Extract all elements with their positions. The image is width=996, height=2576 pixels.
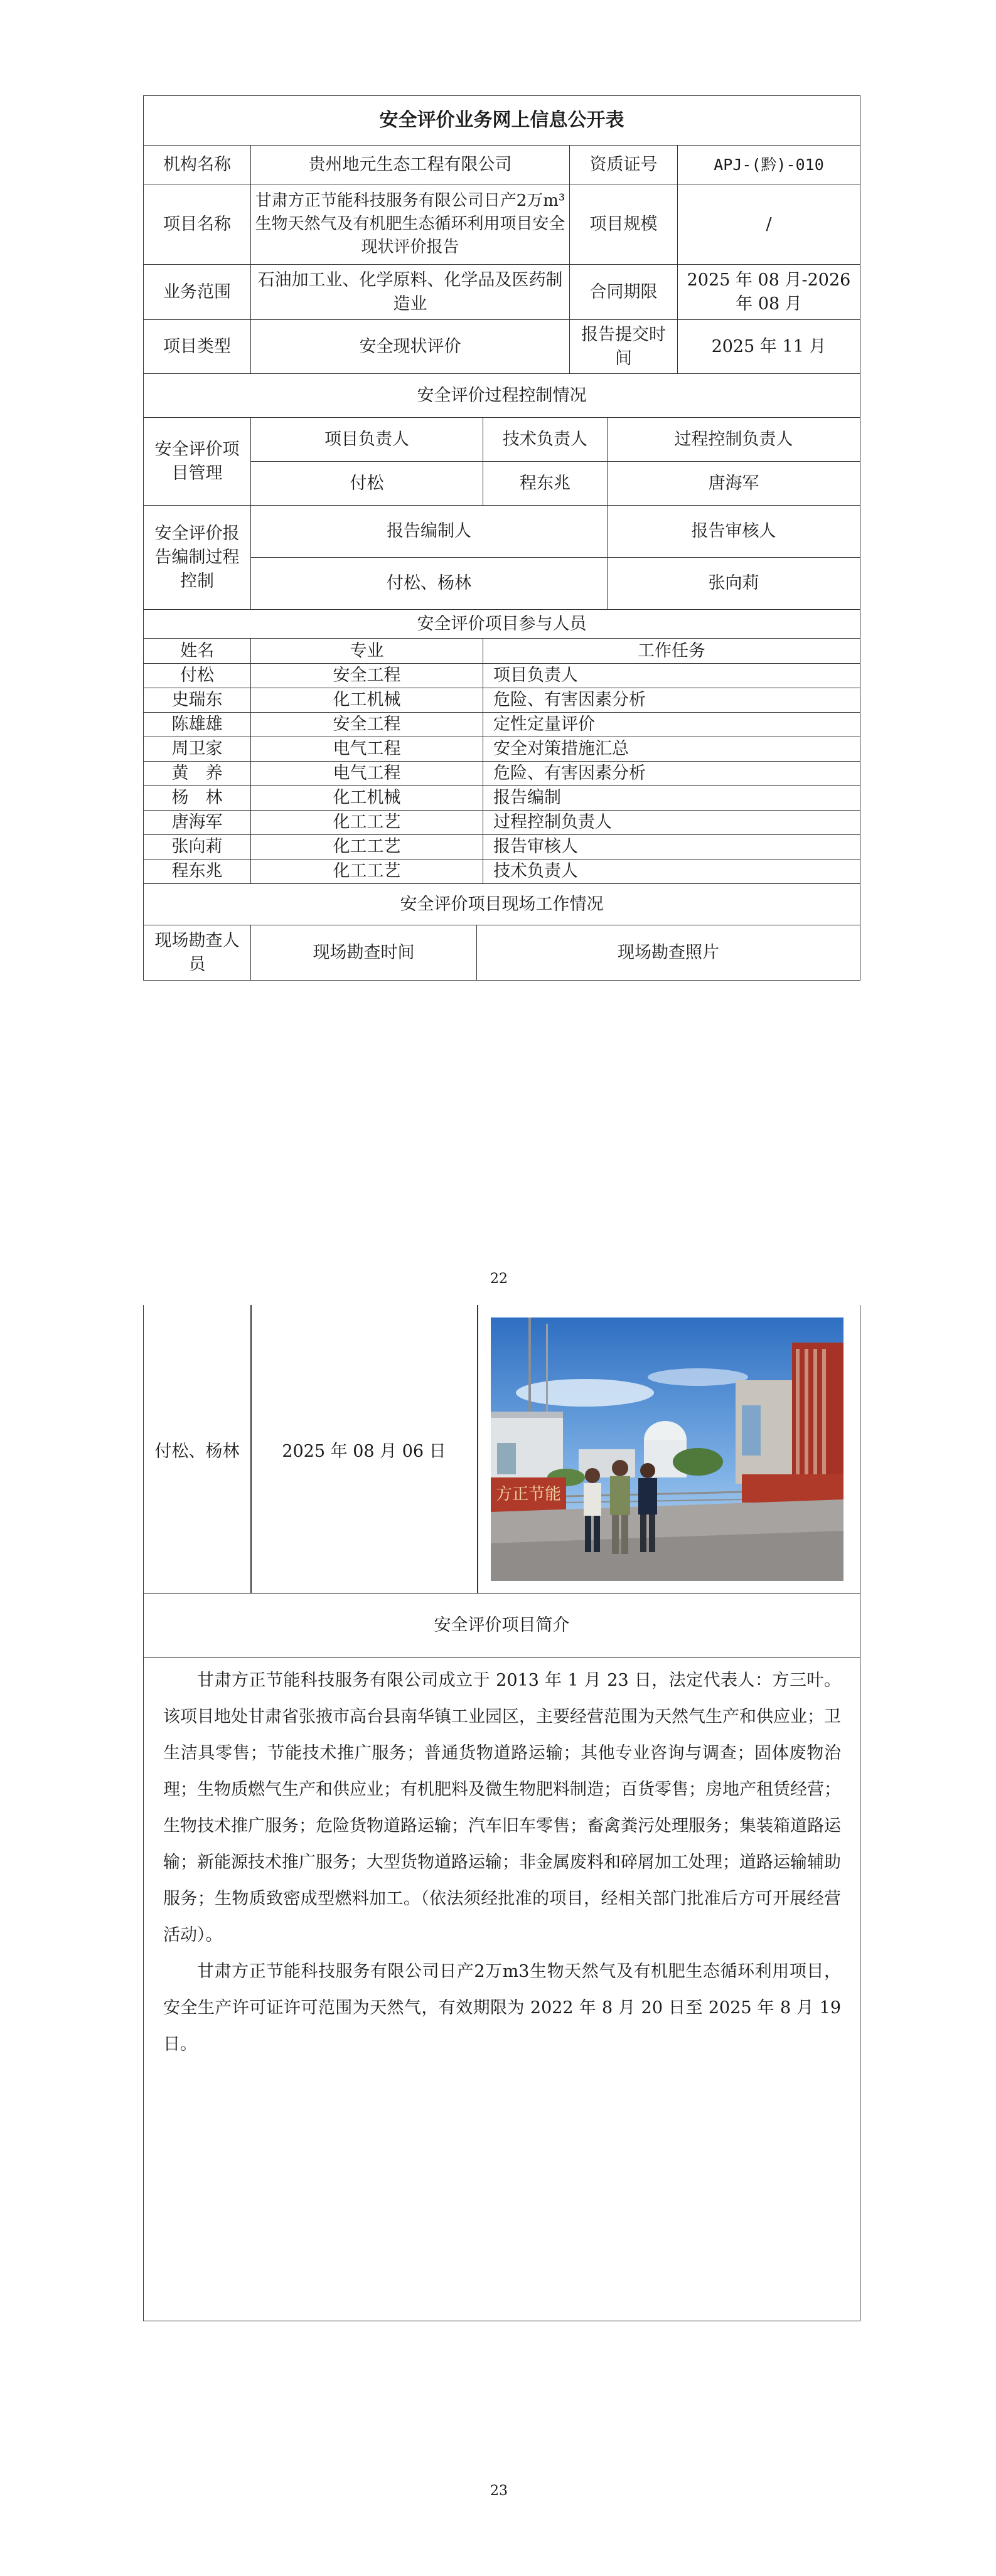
page-number: 22: [490, 1271, 508, 1287]
staff-major: 化工机械: [251, 786, 483, 811]
page-number: 23: [490, 2483, 508, 2499]
contract-label: 合同期限: [570, 265, 678, 320]
staff-name: 程东兆: [143, 860, 251, 884]
intro-paragraph: 甘肃方正节能科技服务有限公司日产2万m3生物天然气及有机肥生态循环利用项目，安全生产许可证许可范围为天然气，有效期限为 2022 年 8 月 20 日至 2025 年 8 月 19 日。: [163, 1962, 841, 2054]
staff-name: 杨 林: [143, 786, 251, 811]
report-header-reviewer: 报告审核人: [608, 506, 860, 558]
table-title: 安全评价业务网上信息公开表: [143, 95, 860, 146]
type-label: 项目类型: [143, 320, 251, 374]
col-divider: [477, 1305, 478, 1594]
contract-value: 2025 年 08 月-2026 年 08 月: [678, 265, 860, 320]
staff-name: 唐海军: [143, 811, 251, 835]
mgmt-value-lead: 付松: [251, 462, 483, 506]
cert-value: APJ-(黔)-010: [678, 146, 860, 184]
staff-header: 安全评价项目参与人员: [143, 610, 860, 639]
staff-task: 技术负责人: [483, 860, 860, 884]
staff-name: 张向莉: [143, 835, 251, 860]
type-value: 安全现状评价: [251, 320, 570, 374]
staff-name: 周卫家: [143, 737, 251, 762]
staff-col-name: 姓名: [143, 639, 251, 664]
site-date-value: 2025 年 08 月 06 日: [282, 1441, 446, 1461]
staff-major: 化工工艺: [251, 811, 483, 835]
staff-task: 危险、有害因素分析: [483, 688, 860, 713]
staff-name: 黄 养: [143, 762, 251, 786]
staff-major: 电气工程: [251, 762, 483, 786]
staff-major: 化工工艺: [251, 860, 483, 884]
site-photo: [491, 1317, 843, 1581]
staff-col-task: 工作任务: [483, 639, 860, 664]
intro-text: [163, 1663, 841, 2063]
staff-task: 危险、有害因素分析: [483, 762, 860, 786]
site-staff-value: 付松、杨林: [154, 1441, 240, 1461]
staff-major: 化工工艺: [251, 835, 483, 860]
gate-sign-text: 方正节能: [495, 1485, 562, 1504]
site-col-staff: 现场勘查人员: [143, 925, 251, 981]
submit-label: 报告提交时间: [570, 320, 678, 374]
scope-value: 石油加工业、化学原料、化学品及医药制造业: [251, 265, 570, 320]
staff-col-major: 专业: [251, 639, 483, 664]
report-value-reviewer: 张向莉: [608, 558, 860, 610]
staff-task: 安全对策措施汇总: [483, 737, 860, 762]
mgmt-label: 安全评价项目管理: [143, 418, 251, 506]
mgmt-value-tech: 程东兆: [483, 462, 608, 506]
staff-name: 史瑞东: [143, 688, 251, 713]
scale-value: /: [678, 184, 860, 265]
intro-paragraph: 甘肃方正节能科技服务有限公司成立于 2013 年 1 月 23 日，法定代表人：方三叶。该项目地处甘肃省张掖市高台县南华镇工业园区，主要经营范围为天然气生产和供应业；卫生洁具零售；节能技术推广服务；普通货物道路运输；其他专业咨询与调查；固体废物治理；生物质燃气生产和供应业；有机肥料及微生物肥料制造；百货零售；房地产租赁经营；生物技术推广服务；危险货物道路运输；汽车旧车零售；畜禽粪污处理服务；集装箱道路运输；新能源技术推广服务；大型货物道路运输；非金属废料和碎屑加工处理；道路运输辅助服务；生物质致密成型燃料加工。（依法须经批准的项目，经相关部门批准后方可开展经营活动）。: [163, 1671, 841, 1945]
scale-label: 项目规模: [570, 184, 678, 265]
report-header-author: 报告编制人: [251, 506, 608, 558]
project-label: 项目名称: [143, 184, 251, 265]
mgmt-header-tech: 技术负责人: [483, 418, 608, 462]
staff-major: 化工机械: [251, 688, 483, 713]
org-label: 机构名称: [143, 146, 251, 184]
report-value-author: 付松、杨林: [251, 558, 608, 610]
process-header: 安全评价过程控制情况: [143, 374, 860, 418]
submit-value: 2025 年 11 月: [678, 320, 860, 374]
project-value: 甘肃方正节能科技服务有限公司日产2万m³生物天然气及有机肥生态循环利用项目安全现状评价报告: [251, 184, 570, 265]
staff-major: 安全工程: [251, 713, 483, 737]
mgmt-value-process: 唐海军: [608, 462, 860, 506]
report-ctrl-label: 安全评价报告编制过程控制: [143, 506, 251, 610]
staff-task: 过程控制负责人: [483, 811, 860, 835]
staff-major: 安全工程: [251, 664, 483, 688]
site-col-time: 现场勘查时间: [251, 925, 477, 981]
intro-header: 安全评价项目简介: [143, 1594, 860, 1658]
mgmt-header-process: 过程控制负责人: [608, 418, 860, 462]
staff-task: 报告编制: [483, 786, 860, 811]
site-header: 安全评价项目现场工作情况: [143, 884, 860, 925]
staff-name: 陈雄雄: [143, 713, 251, 737]
staff-name: 付松: [143, 664, 251, 688]
cert-label: 资质证号: [570, 146, 678, 184]
staff-task: 报告审核人: [483, 835, 860, 860]
staff-major: 电气工程: [251, 737, 483, 762]
mgmt-header-lead: 项目负责人: [251, 418, 483, 462]
staff-task: 项目负责人: [483, 664, 860, 688]
scope-label: 业务范围: [143, 265, 251, 320]
staff-task: 定性定量评价: [483, 713, 860, 737]
org-value: 贵州地元生态工程有限公司: [251, 146, 570, 184]
site-col-photo: 现场勘查照片: [477, 925, 860, 981]
